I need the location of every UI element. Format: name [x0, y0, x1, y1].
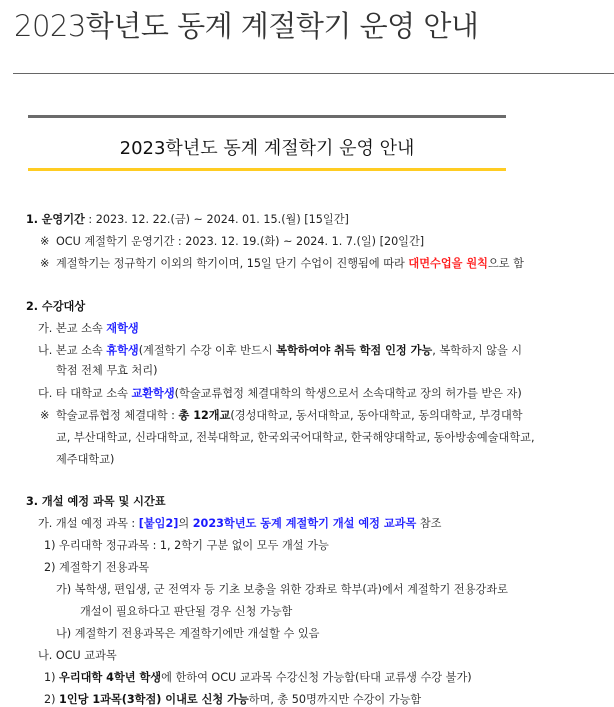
section3-a2-ga: 가) 복학생, 편입생, 군 전역자 등 기초 보충을 위한 강좌로 학부(과)에서 계절학기 전용강좌로 — [56, 583, 508, 596]
reference-mark-icon: ※ — [40, 235, 50, 248]
section3-a2-ga-cont: 개설이 필요하다고 판단될 경우 신청 가능함 — [80, 605, 293, 618]
section3-a1: 1) 우리대학 정규과목 : 1, 2학기 구분 없이 모두 개설 가능 — [44, 539, 329, 552]
section2-item-b-cont: 학점 전체 무효 처리) — [56, 364, 158, 377]
section2-heading: 2. 수강대상 — [26, 300, 86, 313]
section2-note-cont1: 교, 부산대학교, 신라대학교, 전북대학교, 한국외국어대학교, 한국해양대학교, 동아방송예술대학교, — [56, 431, 535, 444]
section2-note: ※ 학술교류협정 체결대학 : 총 12개교(경성대학교, 동서대학교, 동아대학교, 동의대학교, 부경대학 — [40, 409, 523, 422]
section3-b1: 1) 우리대학 4학년 학생에 한하여 OCU 교과목 수강신청 가능함(타대 교류생 수강 불가) — [44, 671, 472, 684]
section3-b2: 2) 1인당 1과목(3학점) 이내로 신청 가능하며, 총 50명까지만 수강이 가능함 — [44, 693, 422, 706]
doc-title: 2023학년도 동계 계절학기 운영 안내 — [119, 138, 415, 159]
section3-a2-na: 나) 계절학기 전용과목은 계절학기에만 개설할 수 있음 — [56, 627, 320, 640]
section3-a2: 2) 계절학기 전용과목 — [44, 561, 150, 574]
section2-item-b: 나. 본교 소속 휴학생(계절학기 수강 이후 반드시 복학하여야 취득 학점 인정 가능, 복학하지 않을 시 — [38, 344, 523, 357]
notice-document — [25, 115, 603, 171]
reference-mark-icon: ※ — [40, 257, 50, 270]
section1-note2: ※ 계절학기는 정규학기 이외의 학기이며, 15일 단기 수업이 진행됨에 따라 대면수업을 원칙으로 함 — [40, 257, 524, 270]
page-title: 2023학년도 동계 계절학기 운영 안내 — [14, 9, 479, 43]
section1-number: 1. — [26, 213, 39, 226]
section1-note1: ※ OCU 계절학기 운영기간 : 2023. 12. 19.(화) ~ 2024. 1. 7.(일) [20일간] — [40, 235, 425, 248]
title-divider — [13, 73, 614, 74]
section1-period — [26, 211, 349, 227]
reference-mark-icon: ※ — [40, 409, 50, 422]
section3-item-a: 가. 개설 예정 과목 : [붙임2]의 2023학년도 동계 계절학기 개설 예정 교과목 참조 — [38, 517, 442, 530]
doc-top-rule — [28, 115, 506, 118]
attachment-ref: [붙임2] — [138, 517, 179, 530]
section3-heading: 3. 개설 예정 과목 및 시간표 — [26, 495, 166, 508]
section1-label: 운영기간 — [41, 213, 85, 226]
section2-item-c: 다. 타 대학교 소속 교환학생(학술교류협정 체결대학의 학생으로서 소속대학교 장의 허가를 받은 자) — [38, 387, 522, 400]
section3-item-b: 나. OCU 교과목 — [38, 649, 117, 662]
doc-bottom-rule — [28, 168, 506, 171]
section1-dates: : 2023. 12. 22.(금) ~ 2024. 01. 15.(월) [15일간] — [84, 213, 349, 226]
section2-note-cont2: 제주대학교) — [56, 453, 115, 466]
section2-item-a: 가. 본교 소속 재학생 — [38, 322, 139, 335]
face-to-face-highlight: 대면수업을 원칙 — [408, 257, 488, 270]
